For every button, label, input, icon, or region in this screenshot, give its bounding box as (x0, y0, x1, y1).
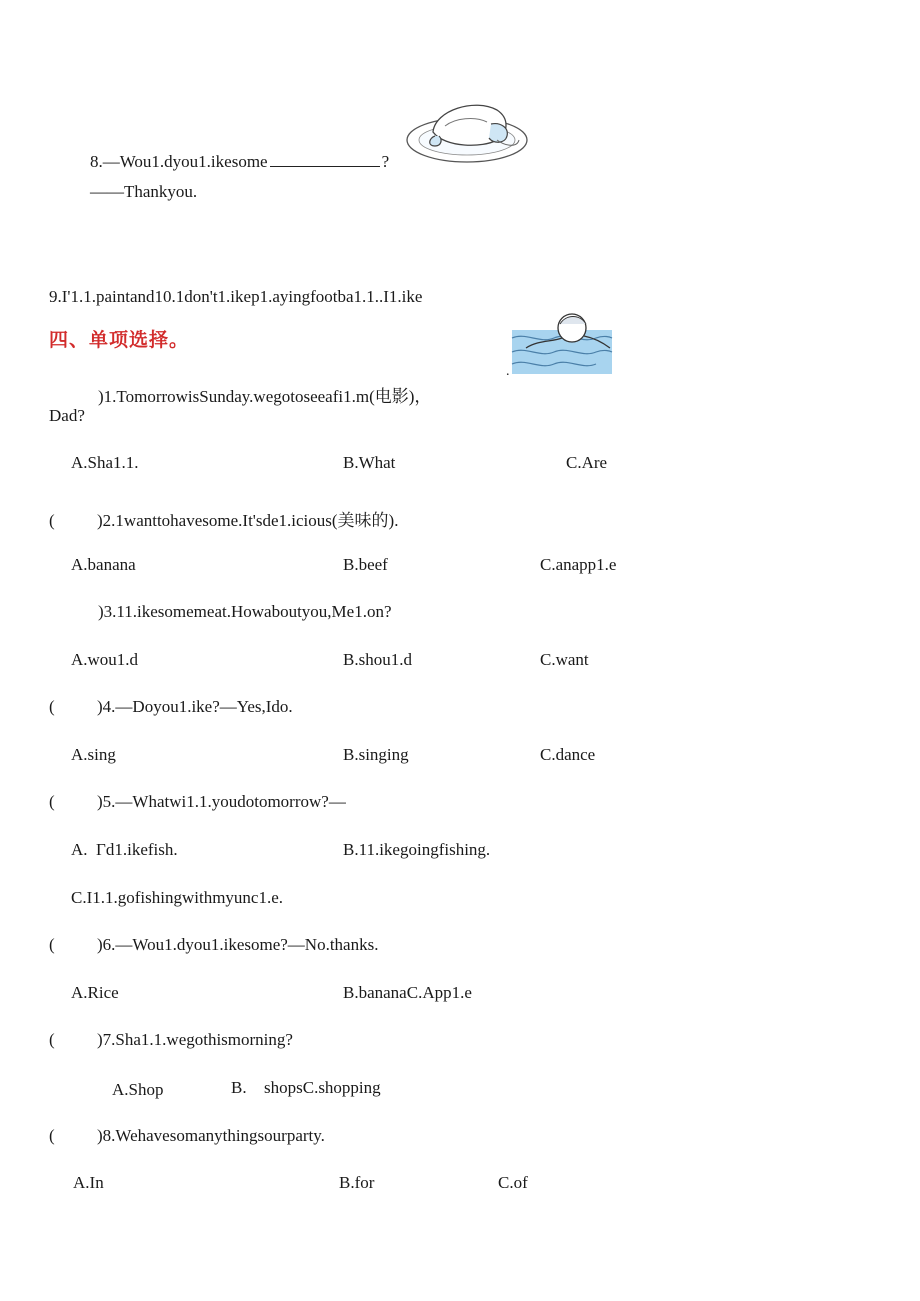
q8-line2: ——Thankyou. (90, 182, 198, 201)
question-1-stem (98, 382, 431, 407)
question-4-option-c[interactable]: C.dance (540, 745, 596, 764)
question-1-text: )1.TomorrowisSunday.wegotoseeafi1.m( (98, 387, 375, 406)
question-2-option-a[interactable]: A.banana (71, 555, 136, 574)
question-5-text: )5.—Whatwi1.1.youdotomorrow?— (97, 792, 346, 811)
q8-stem: 8.—Wou1.dyou1.ikesome (90, 152, 268, 171)
question-1-chinese: 电影 (374, 387, 409, 407)
question-2-text: )2.1wanttohavesome.It'sde1.icious( (97, 511, 338, 530)
question-8-option-a[interactable]: A.In (73, 1173, 104, 1192)
question-2-answer-paren[interactable]: ( (49, 511, 55, 530)
question-7-answer-paren[interactable]: ( (49, 1030, 55, 1049)
question-5-answer-paren[interactable]: ( (49, 792, 55, 811)
question-8-option-c[interactable]: C.of (498, 1173, 528, 1192)
question-3-option-b[interactable]: B.shou1.d (343, 650, 412, 669)
question-5-option-a[interactable]: A. Γd1.ikefish. (71, 840, 178, 859)
question-6-answer-paren[interactable]: ( (49, 935, 55, 954)
question-4-option-b[interactable]: B.singing (343, 745, 409, 764)
question-4-stem (49, 697, 293, 717)
q8-line1 (90, 152, 389, 172)
section-title: 四、单项选择。 (49, 329, 190, 351)
question-7-option-bc[interactable]: shopsC.shopping (264, 1078, 381, 1097)
q8-answer-blank[interactable] (270, 152, 380, 167)
question-1-option-b[interactable]: B.What (343, 453, 396, 472)
question-1-option-c[interactable]: C.Are (566, 453, 608, 472)
question-2-punct: ). (388, 511, 399, 530)
question-8-option-b[interactable]: B.for (339, 1173, 375, 1192)
question-5-stem (49, 792, 346, 812)
q8-question-mark: ? (381, 152, 390, 171)
question-4-answer-paren[interactable]: ( (49, 697, 55, 716)
question-1-stem-line2: Dad? (49, 406, 85, 425)
question-7-stem (49, 1030, 293, 1050)
question-7-text: )7.Sha1.1.wegothismorning? (97, 1030, 293, 1049)
question-5-option-c[interactable]: C.I1.1.gofishingwithmyunc1.e. (71, 888, 284, 907)
question-4-option-a[interactable]: A.sing (71, 745, 116, 764)
question-8-text: )8.Wehavesomanythingsourparty. (97, 1126, 325, 1145)
question-8-answer-paren[interactable]: ( (49, 1126, 55, 1145)
question-3-option-a[interactable]: A.wou1.d (71, 650, 139, 669)
q9-text: 9.I'1.1.paintand10.1don't1.ikep1.ayingfootba1.1..I1.ike (49, 287, 423, 306)
roast-chicken-picture (405, 96, 533, 168)
swimming-picture (506, 308, 616, 378)
question-2-chinese: 美味的 (337, 511, 389, 531)
question-5-option-b[interactable]: B.11.ikegoingfishing. (343, 840, 491, 859)
question-7-option-a[interactable]: A.Shop (112, 1080, 164, 1099)
question-7-option-b-label[interactable]: B. (231, 1078, 247, 1097)
question-3-stem: )3.11.ikesomemeat.Howaboutyou,Me1.on? (98, 602, 392, 621)
question-1-punct: )， (408, 387, 432, 406)
question-2-option-b[interactable]: B.beef (343, 555, 388, 574)
question-1-option-a[interactable]: A.Sha1.1. (71, 453, 139, 472)
question-4-text: )4.—Doyou1.ike?—Yes,Ido. (97, 697, 293, 716)
question-6-stem (49, 935, 378, 955)
question-2-stem (49, 506, 398, 531)
question-6-option-a[interactable]: A.Rice (71, 983, 119, 1002)
question-6-option-bc[interactable]: B.bananaC.App1.e (343, 983, 472, 1002)
question-6-text: )6.—Wou1.dyou1.ikesome?—No.thanks. (97, 935, 379, 954)
stray-dot: . (506, 364, 510, 379)
question-2-option-c[interactable]: C.anapp1.e (540, 555, 617, 574)
question-3-option-c[interactable]: C.want (540, 650, 589, 669)
question-8-stem (49, 1126, 325, 1146)
